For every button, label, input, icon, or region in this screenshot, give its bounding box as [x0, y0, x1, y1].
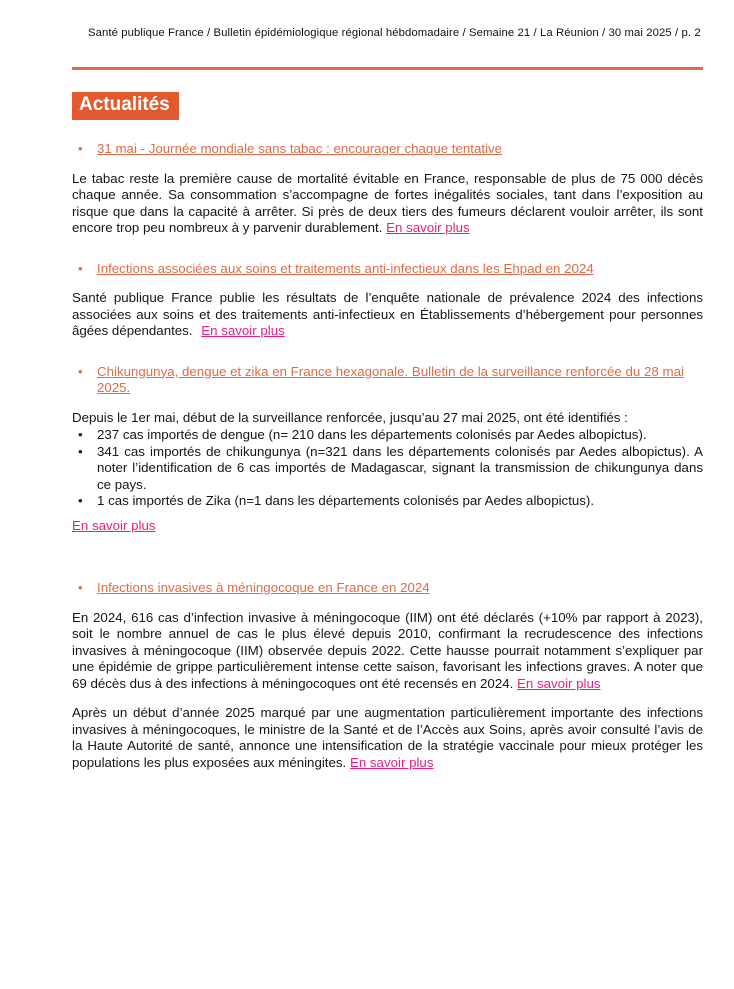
news-body-meningocoque-2: [72, 705, 703, 771]
en-savoir-plus-link-tabac[interactable]: En savoir plus: [386, 220, 470, 235]
news-item-ehpad-title-row: [72, 261, 703, 278]
en-savoir-plus-row: [72, 518, 703, 535]
news-body-ehpad: [72, 290, 703, 340]
bullet-marker: •: [78, 580, 83, 595]
en-savoir-plus-link-chikungunya[interactable]: En savoir plus: [72, 517, 156, 533]
bullet-marker: •: [78, 427, 83, 442]
en-savoir-plus-link-meningocoque-1[interactable]: En savoir plus: [517, 675, 601, 691]
en-savoir-plus-link-meningocoque-2[interactable]: En savoir plus: [349, 754, 434, 770]
header-rule: [72, 67, 703, 70]
list-item-dengue-text: 237 cas importés de dengue (n= 210 dans les départements colonisés par Aedes albopictus).: [97, 427, 647, 442]
news-title-link-tabac[interactable]: 31 mai - Journée mondiale sans tabac : encourager chaque tentative: [97, 141, 503, 156]
bullet-marker: •: [78, 141, 83, 156]
news-body-tabac: [72, 171, 703, 237]
news-title-link-ehpad[interactable]: Infections associées aux soins et traitements anti-infectieux dans les Ehpad en 2024: [97, 260, 594, 276]
news-title-link-chikungunya[interactable]: Chikungunya, dengue et zika en France hexagonale. Bulletin de la surveillance renforcée du 28 mai 2025.: [97, 363, 684, 395]
list-item-zika: [72, 493, 703, 510]
news-item-tabac-title-row: [72, 141, 703, 158]
section-title-actualites: Actualités: [72, 92, 179, 120]
en-savoir-plus-link-ehpad[interactable]: En savoir plus: [201, 323, 285, 338]
list-item-zika-text: 1 cas importés de Zika (n=1 dans les départements colonisés par Aedes albopictus).: [97, 493, 595, 508]
news-body-tabac-text: Le tabac reste la première cause de mortalité évitable en France, responsable de plus de 75 000 décès chaque année. Sa consommation s’accompagne de fortes inégalités sociales, tant dans l’exposition au risque que dans la capacité à arrêter. Si près de deux tiers des fumeurs déclarent vouloir arrêter, ils sont encore trop peu nombreux à y parvenir durablement.: [72, 170, 703, 235]
news-body-meningocoque-1: [72, 610, 703, 693]
list-item-chikungunya-text: 341 cas importés de chikungunya (n=321 dans les départements colonisés par Aedes albopictus). A noter l’identification de 6 cas importés de Madagascar, signant la transmission de chikungunya dans ce pays.: [97, 443, 703, 492]
news-item-meningocoque-title-row: [72, 580, 703, 597]
news-body-meningocoque-1-text: En 2024, 616 cas d’infection invasive à méningocoque (IIM) ont été déclarés (+10% par rapport à 2023), soit le nombre annuel de cas le plus élevé depuis 2010, confirmant la recrudescence des infections invasives à méningocoque (IIM) observée depuis 2022. Cette hausse pourrait notamment s’expliquer par une épidémie de grippe particulièrement intense cette saison, favorisant les infections graves. A noter que 69 décès dus à des infections à méningocoques ont été recensés en 2024.: [72, 609, 703, 691]
news-title-link-meningocoque[interactable]: Infections invasives à méningocoque en France en 2024: [97, 580, 430, 595]
list-item-chikungunya: [72, 444, 703, 494]
bullet-marker: •: [78, 493, 83, 508]
imported-cases-list: [72, 427, 703, 510]
page-header: Santé publique France / Bulletin épidémiologique régional hébdomadaire / Semaine 21 / La Réunion / 30 mai 2025 / p. 2: [88, 27, 701, 39]
news-item-chikungunya-title-row: [72, 364, 703, 397]
news-body-meningocoque-2-text: Après un début d’année 2025 marqué par une augmentation particulièrement importante des infections invasives à méningocoques, le ministre de la Santé et de l’Accès aux Soins, après avoir consulté l’avis de la Haute Autorité de santé, annonce une intensification de la stratégie vaccinale pour mieux protéger les populations les plus exposées aux méningites.: [72, 705, 703, 770]
list-item-dengue: [72, 427, 703, 444]
news-body-ehpad-text: Santé publique France publie les résultats de l’enquête nationale de prévalence 2024 des infections associées aux soins et des traitements anti-infectieux en Établissements d’hébergement pour personnes âgées dépendantes.: [72, 290, 703, 338]
bullet-marker: •: [78, 363, 83, 379]
bullet-marker: •: [78, 260, 83, 276]
surveillance-intro: Depuis le 1er mai, début de la surveillance renforcée, jusqu’au 27 mai 2025, ont été identifiés :: [72, 409, 628, 425]
bullet-marker: •: [78, 443, 83, 459]
